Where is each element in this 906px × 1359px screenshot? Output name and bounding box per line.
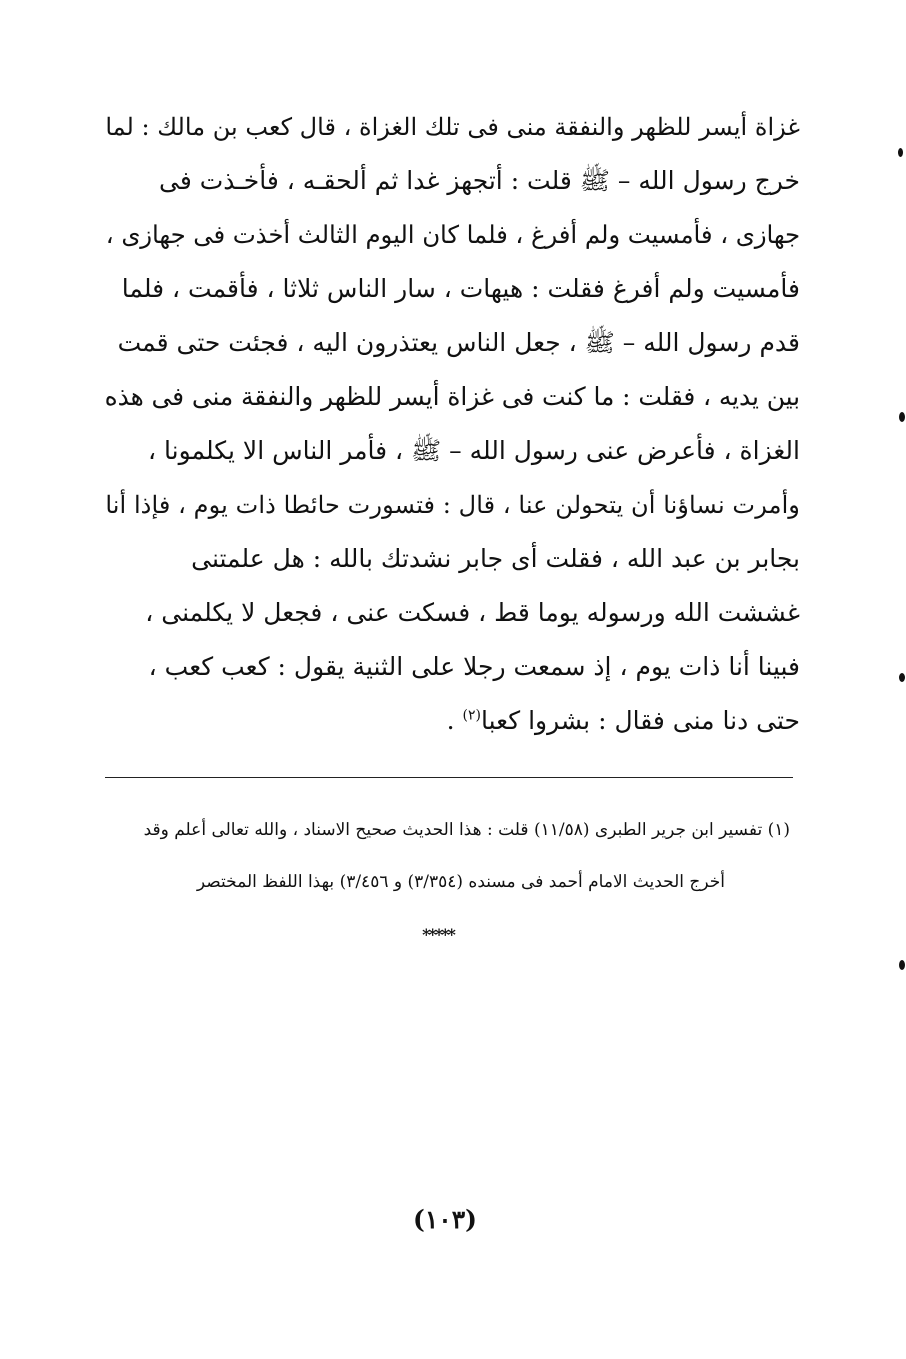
footnote-line: (١) تفسير ابن جرير الطبرى (١١/٥٨) قلت : هذا الحديث صحيح الاسناد ، والله تعالى أعلم وقد — [143, 820, 790, 840]
page-number: (١٠٣) — [413, 1205, 477, 1234]
footnote-reference[interactable]: (٢) — [462, 707, 481, 724]
scan-edge-mark — [899, 960, 905, 970]
text-line: جهازى ، فأمسيت ولم أفرغ ، فلما كان اليوم الثالث أخذت فى جهازى ، — [105, 220, 800, 249]
text-line: غششت الله ورسوله يوما قط ، فسكت عنى ، فجعل لا يكلمنى ، — [145, 598, 800, 627]
last-line-text: حتى دنا منى فقال : بشروا كعبا — [481, 706, 800, 735]
text-line: الغزاة ، فأعرض عنى رسول الله – ﷺ ، فأمر الناس الا يكلمونا ، — [147, 436, 800, 465]
scan-edge-mark — [899, 412, 905, 422]
scan-edge-mark — [898, 148, 903, 157]
text-line: فأمسيت ولم أفرغ فقلت : هيهات ، سار الناس ثلاثا ، فأقمت ، فلما — [121, 274, 800, 303]
footnote-line: أخرج الحديث الامام أحمد فى مسنده (٣/٣٥٤) و ٣/٤٥٦) بهذا اللفظ المختصر — [196, 872, 725, 892]
text-line: بجابر بن عبد الله ، فقلت أى جابر نشدتك بالله : هل علمتنى — [191, 544, 800, 573]
footnote-divider — [105, 777, 793, 778]
section-separator-stars: ***** — [422, 925, 454, 944]
text-line: قدم رسول الله – ﷺ ، جعل الناس يعتذرون اليه ، فجئت حتى قمت — [117, 328, 800, 357]
text-line: خرج رسول الله – ﷺ قلت : أتجهز غدا ثم ألحقـه ، فأخـذت فى — [159, 166, 800, 195]
text-line-last — [105, 694, 800, 748]
footnotes-block — [100, 812, 790, 916]
main-text-block — [105, 100, 800, 748]
text-line: وأمرت نساؤنا أن يتحولن عنا ، قال : فتسورت حائطا ذات يوم ، فإذا أنا — [105, 491, 800, 519]
last-line-end: . — [446, 706, 463, 735]
text-line: فبينا أنا ذات يوم ، إذ سمعت رجلا على الثنية يقول : كعب كعب ، — [148, 652, 800, 681]
text-line: بين يديه ، فقلت : ما كنت فى غزاة أيسر للظهر والنفقة منى فى هذه — [104, 382, 800, 411]
scan-edge-mark — [899, 673, 905, 682]
text-line: غزاة أيسر للظهر والنفقة منى فى تلك الغزاة ، قال كعب بن مالك : لما — [105, 113, 800, 141]
